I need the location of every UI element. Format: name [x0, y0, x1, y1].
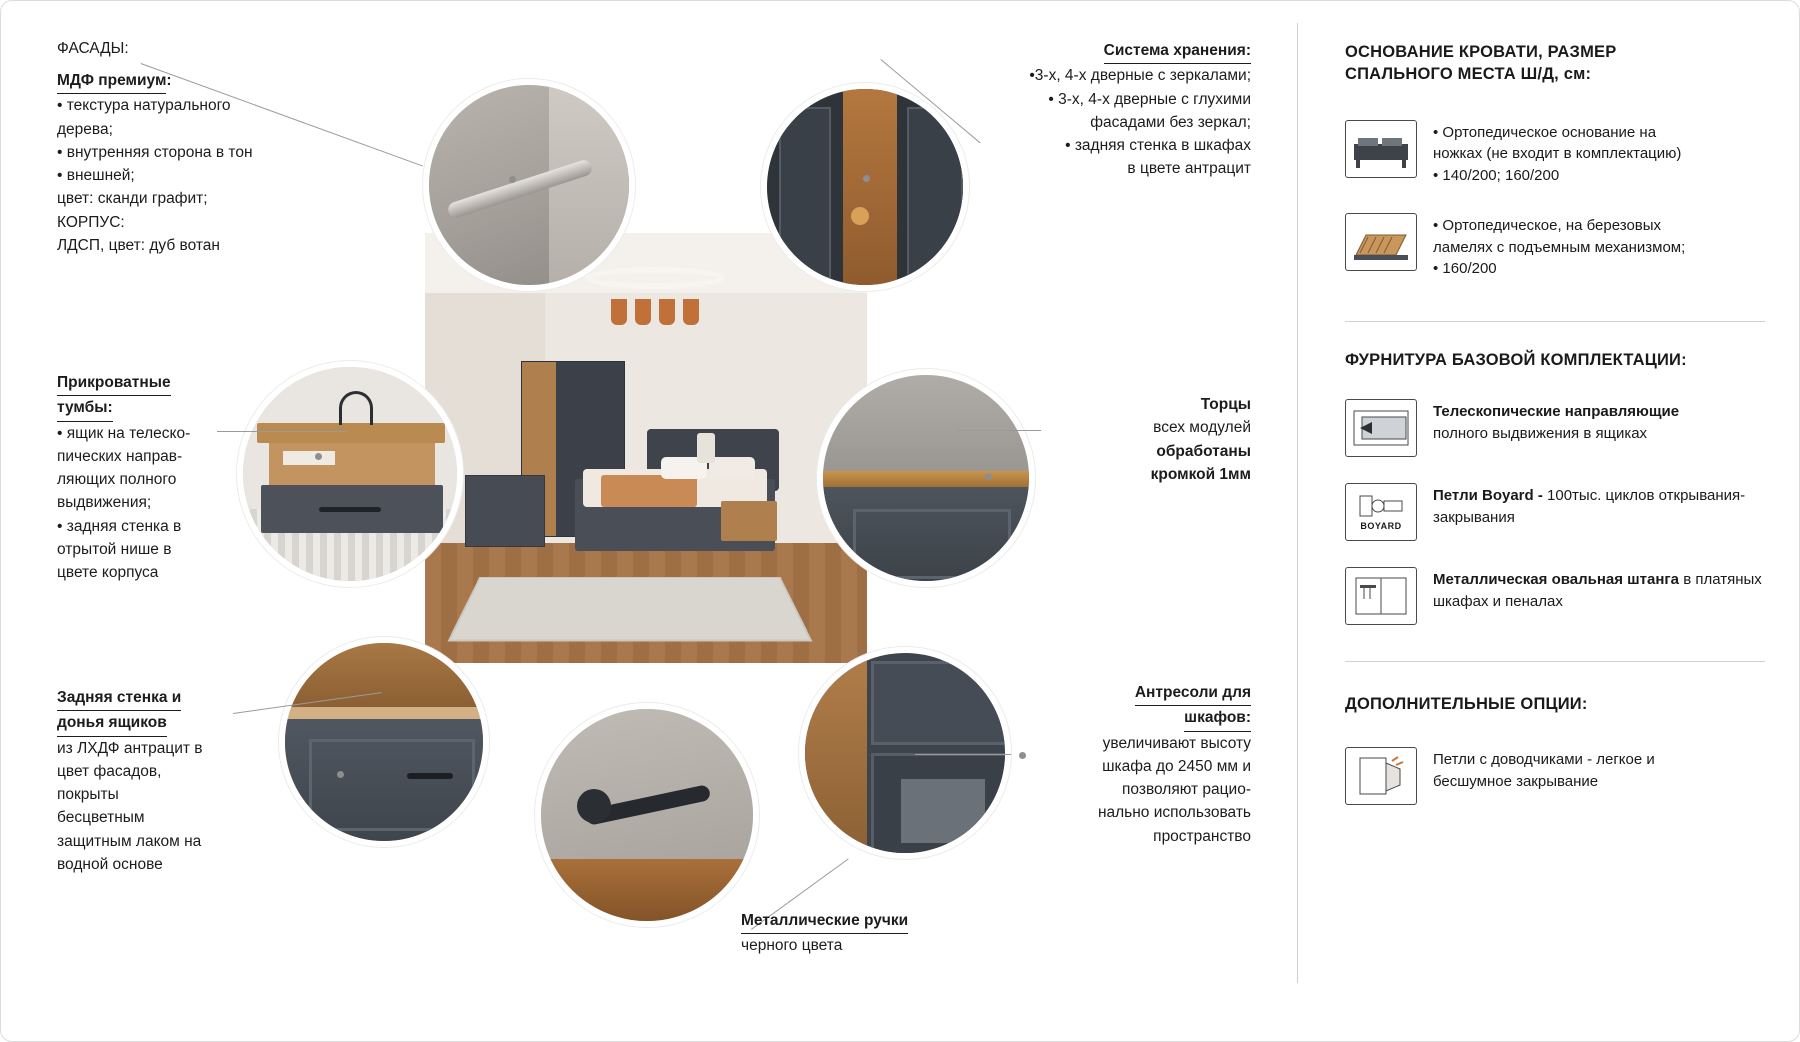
block-mdf-premium: МДФ премиум: • текстура натурального дерева; • внутренняя сторона в тон • внешней; цвет: сканди графит; КОРПУС: ЛДСП, цвет: дуб вотан — [57, 69, 367, 257]
section-hardware — [1345, 349, 1765, 625]
mezzanine-title-2: шкафов: — [1184, 706, 1251, 731]
leader-dot-backpanel — [337, 771, 344, 778]
chandelier-icon — [611, 281, 701, 325]
mdf-title: МДФ премиум — [57, 69, 166, 94]
hardware-item-2 — [1345, 483, 1765, 541]
hardware-item-2-text: Петли Boyard - 100тыс. циклов открывания-закрывания — [1433, 487, 1746, 527]
edges-title: Торцы — [1200, 396, 1251, 413]
photo-drawer-bottom — [279, 637, 489, 847]
soft-close-hinge-icon — [1345, 747, 1417, 805]
options-item-1-text: Петли с доводчиками - легкое и бесшумное закрывание — [1433, 751, 1655, 791]
backpanel-title-2: донья ящиков — [57, 711, 167, 736]
hardware-item-1 — [1345, 399, 1765, 457]
nightstands-title-1: Прикроватные — [57, 371, 171, 396]
bed-base-title: ОСНОВАНИЕ КРОВАТИ, РАЗМЕР СПАЛЬНОГО МЕСТА Ш/Д, см: — [1345, 43, 1617, 84]
section-bed-base — [1345, 41, 1765, 280]
boyard-brand-label: BOYARD — [1360, 521, 1402, 532]
bed-base-item-1 — [1345, 120, 1765, 187]
block-nightstands: Прикроватные тумбы: • ящик на телеско- пических направ- ляющих полного выдвижения; • задняя стенка в отрытой нише в цвете корпуса — [57, 371, 297, 584]
block-mezzanine: Антресоли для шкафов: увеличивают высоту шкафа до 2450 мм и позволяют рацио- нально использовать пространство — [971, 681, 1251, 848]
options-title: ДОПОЛНИТЕЛЬНЫЕ ОПЦИИ: — [1345, 695, 1588, 713]
bed-base-item-1-text: • Ортопедическое основание на ножках (не входит в комплектацию) • 140/200; 160/200 — [1433, 123, 1682, 185]
bedroom-render — [425, 233, 867, 663]
bed-base-item-2-text: • Ортопедическое, на березовых ламелях с подъемным механизмом; • 160/200 — [1433, 216, 1686, 278]
lift-up-bed-icon — [1345, 213, 1417, 271]
divider-options — [1345, 661, 1765, 662]
boyard-hinge-icon — [1345, 483, 1417, 541]
storage-title: Система хранения: — [1104, 39, 1251, 64]
backpanel-title-1: Задняя стенка и — [57, 686, 181, 711]
leader-dot-mdf — [509, 176, 516, 183]
block-handles: Металлические ручки черного цвета — [741, 909, 1001, 958]
photo-facade-texture — [423, 79, 635, 291]
hardware-item-3-text: Металлическая овальная штанга в платяных шкафах и пеналах — [1433, 571, 1762, 611]
hardware-item-3 — [1345, 567, 1765, 625]
divider-hardware — [1345, 321, 1765, 322]
block-edges: Торцы всех модулей обработаны кромкой 1мм — [1150, 396, 1251, 483]
drawer-slide-icon — [1345, 399, 1417, 457]
photo-metal-handle — [535, 703, 759, 927]
hardware-item-1-text: Телескопические направляющие полного выдвижения в ящиках — [1433, 403, 1680, 443]
right-spec-column — [1297, 1, 1800, 1041]
handles-title: Металлические ручки — [741, 909, 908, 934]
block-back-panel: Задняя стенка и донья ящиков из ЛХДФ антрацит в цвет фасадов, покрыты бесцветным защитным лаком на водной основе — [57, 686, 297, 876]
bed-frame-icon — [1345, 120, 1417, 178]
mezzanine-title-1: Антресоли для — [1135, 681, 1251, 706]
block-storage: Система хранения: •3-х, 4-х дверные с зеркалами; • 3-х, 4-х дверные с глухими фасадами без зеркал; • задняя стенка в шкафах в цвете антрацит — [781, 39, 1251, 181]
left-composition — [1, 1, 1297, 1041]
options-item-1 — [1345, 747, 1765, 805]
nightstands-title-2: тумбы: — [57, 396, 113, 421]
wardrobe-rail-icon — [1345, 567, 1417, 625]
hardware-title: ФУРНИТУРА БАЗОВОЙ КОМПЛЕКТАЦИИ: — [1345, 351, 1687, 369]
bed-base-item-2 — [1345, 213, 1765, 280]
section-options — [1345, 693, 1765, 805]
label-facades: ФАСАДЫ: — [57, 40, 129, 57]
leader-dot-nightstand — [315, 453, 322, 460]
